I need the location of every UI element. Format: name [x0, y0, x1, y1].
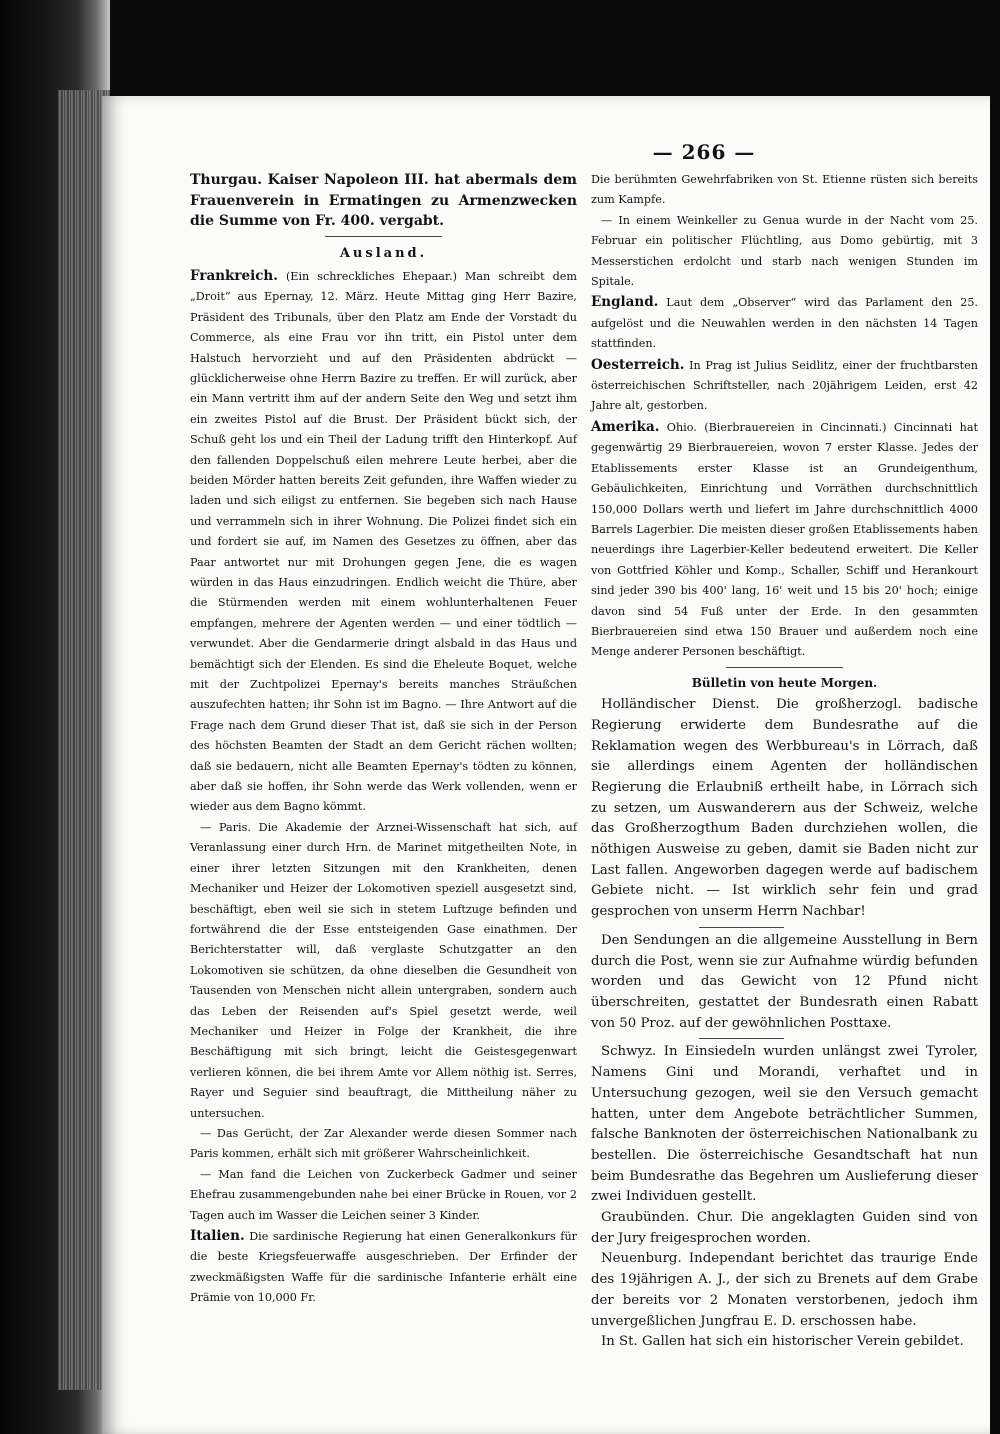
article-st-gallen: In St. Gallen hat sich ein historischer Verein gebildet. — [601, 1334, 964, 1350]
heading-oesterreich: Oesterreich. — [591, 356, 685, 373]
text-italien: Die sardinische Regierung hat einen Generalkonkurs für die beste Kriegsfeuerwaffe ausgeschrieben. Der Erfinder der zweckmäßigsten Waffe für die sardinische Infanterie erhält eine Prämie von 10,000 Fr. — [190, 1230, 578, 1305]
article-hollaendischer-dienst: Holländischer Dienst. Die großherzogl. badische Regierung erwiderte dem Bundesrathe auf die Reklamation wegen des Werbbureau's in Lörrach, daß sie allerdings einem Agenten der holländischen Regierung die Erlaubniß ertheilt habe, in Lörrach sich zu setzen, um Auswanderern aus der Schweiz, welche das Großherzogthum Baden durchziehen wollen, die nöthigen Ausweise zu geben, damit sie Baden nicht zur Last fallen. Angeworben dagegen werde auf badischem Gebiete nicht. — Ist wirklich sehr fein und grad gesprochen von unserm Herrn Nachbar! — [591, 697, 978, 920]
right-column — [591, 170, 978, 1353]
article-genua: — In einem Weinkeller zu Genua wurde in der Nacht vom 25. Februar ein politischer Flüchtling, aus Domo gebürtig, mit 3 Messerstichen erdolcht und starb nach wenigen Stunden im Spitale. — [591, 213, 978, 289]
article-graubuenden: Graubünden. Chur. Die angeklagten Guiden sind von der Jury freigesprochen worden. — [591, 1210, 978, 1246]
thurgau-lead: Thurgau. Kaiser Napoleon III. hat abermals dem Frauenverein in Ermatingen zu Armenzwecken die Summe von Fr. 400. vergabt. — [190, 172, 577, 229]
newspaper-page — [102, 96, 990, 1434]
text-amerika: Ohio. (Bierbrauereien in Cincinnati.) Cincinnati hat gegenwärtig 29 Bierbrauereien, wovon 7 erster Klasse. Jedes der Etablissements erster Klasse ist an Grundeigenthum, Gebäulichkeiten, Einrichtung und Vorräthen durchschnittlich 150,000 Dollars werth und liefert im Jahre durchschnittlich 4000 Barrels Lagerbier. Die meisten dieser großen Etablissements haben neuerdings ihre Lagerbier-Keller bedeutend erweitert. Die Keller von Gottfried Köhler und Komp., Schaller, Schiff und Herankourt sind jeder 390 bis 400' lang, 16' weit und 15 bis 20' hoch; einige davon sind 54 Fuß unter der Erde. In den gesammten Bierbrauereien sind etwa 150 Brauer und außerdem noch eine Menge anderer Personen beschäftigt. — [591, 420, 978, 659]
text-oesterreich: In Prag ist Julius Seidlitz, einer der fruchtbarsten österreichischen Schriftsteller, nach 20jährigem Leiden, erst 42 Jahre alt, gestorben. — [591, 358, 978, 413]
heading-amerika: Amerika. — [591, 418, 660, 435]
article-england — [591, 292, 978, 354]
article-paris-akademie: — Paris. Die Akademie der Arznei-Wissenschaft hat sich, auf Veranlassung einer durch Hrn. de Marinet mitgetheilten Note, in einer ihrer letzten Sitzungen mit den Krankheiten, denen Mechaniker und Heizer der Lokomotiven speziell ausgesetzt sind, beschäftigt, eben weil sie sich in stetem Luftzuge befinden und fortwährend die der Esse entsteigenden Gase einathmen. Der Berichterstatter will, daß verglaste Schutzgatter an den Lokomotiven sie schützen, da ohne dieselben die Gesundheit von Tausenden von Menschen nicht allein untergraben, sondern auch das Leben der Reisenden auf's Spiel gesetzt werde, weil Mechaniker und Heizer in Folge der Krankheit, die ihre Beschäftigung mit sich bringt, leicht die Geistesgegenwart verlieren können, die bei ihrem Amte vor Allem nöthig ist. Serres, Rayer und Seguier sind beauftragt, die Mittheilung näher zu untersuchen. — [190, 820, 577, 1120]
article-frankreich — [190, 266, 577, 818]
divider — [591, 1034, 978, 1042]
heading-italien: Italien. — [190, 1228, 245, 1244]
article-ausstellung: Den Sendungen an die allgemeine Ausstellung in Bern durch die Post, wenn sie zur Aufnahme würdig befunden worden und das Gewicht von 12 Pfund nicht überschreiten, gestattet der Bundesrath einen Rabatt von 50 Proz. auf der gewöhnlichen Posttaxe. — [591, 932, 978, 1031]
article-oesterreich — [591, 355, 978, 417]
divider — [591, 923, 978, 931]
article-neuenburg: Neuenburg. Independant berichtet das traurige Ende des 19jährigen A. J., der sich zu Brenets auf dem Grabe der bereits vor 2 Monaten verstorbenen, jedoch ihm unvergeßlichen Jungfrau E. D. erschossen habe. — [591, 1251, 978, 1329]
page-number: — 266 — — [652, 140, 756, 164]
left-column — [190, 170, 577, 1353]
article-paris-rouen: — Man fand die Leichen von Zuckerbeck Gadmer und seiner Ehefrau zusammengebunden nahe bei einer Brücke in Rouen, vor 2 Tagen auch im Wasser die Leichen seiner 3 Kinder. — [190, 1167, 577, 1222]
divider — [591, 663, 978, 671]
section-title-ausland: Ausland. — [339, 245, 428, 261]
text-frankreich: (Ein schreckliches Ehepaar.) Man schreibt dem „Droit“ aus Epernay, 12. März. Heute Mittag ging Herr Bazire, Präsident des Tribunals, über den Platz am Ende der Vorstadt du Commerce, als eine Frau vor ihn tritt, ein Pistol unter dem Halstuch hervorzieht und auf den Präsidenten abdrückt — glücklicherweise ohne Herrn Bazire zu treffen. Er will zurück, aber ein Mann vertritt ihm auf der andern Seite den Weg und setzt ihm ein zweites Pistol auf die Brust. Der Präsident bückt sich, der Schuß geht los und ein Theil der Ladung trifft den Hinterkopf. Auf den fallenden Doppelschuß eilen mehrere Leute herbei, aber die beiden Mörder hatten bereits Zeit gefunden, ihre Waffen wieder zu laden und sich eiligst zu entfernen. Sie begeben sich nach Hause und verrammeln sich in ihrer Wohnung. Die Polizei findet sich ein und fordert sie auf, im Namen des Gesetzes zu öffnen, aber das Paar antwortet nur mit Drohungen gegen Jene, die es wagen würden in das Haus einzudringen. Endlich weicht die Thüre, aber die Stürmenden werden mit einem wohlunterhaltenen Feuer empfangen, mehrere der Agenten werden — und einer tödtlich — verwundet. Aber die Gendarmerie dringt alsbald in das Haus und bemächtigt sich der Elenden. Es sind die Eheleute Boquet, welche mit der Zuchtpolizei Epernay's bereits manches Sträußchen auszufechten hatten; ihr Sohn ist im Bagno. — Ihre Antwort auf die Frage nach dem Grund dieser That ist, daß sie sich in der Person des höchsten Beamten der Stadt an dem Gericht rächen wollten; daß sie bedauern, nicht alle Beamten Epernay's tödten zu können, aber daß sie hoffen, ihr Sohn werde das Werk vollenden, wenn er wieder aus dem Bagno kömmt. — [190, 269, 578, 814]
article-amerika — [591, 417, 978, 663]
article-italien — [190, 1226, 577, 1309]
text-england: Laut dem „Observer“ wird das Parlament den 25. aufgelöst und die Neuwahlen werden in den nächsten 14 Tagen stattfinden. — [591, 296, 978, 351]
article-schwyz: Schwyz. In Einsiedeln wurden unlängst zwei Tyroler, Namens Gini und Morandi, verhaftet und in Untersuchung gezogen, weil sie den Versuch gemacht hatten, unter dem Angebote beträchtlicher Summen, falsche Banknoten der österreichischen Nationalbank zu bestellen. Die österreichische Gesandtschaft hat nun beim Bundesrathe das Begehren um Auslieferung dieser zwei Individuen gestellt. — [591, 1044, 978, 1205]
columns — [190, 170, 978, 1353]
divider — [190, 232, 577, 240]
bulletin-title: Bülletin von heute Morgen. — [691, 675, 878, 690]
article-italien-cont: Die berühmten Gewehrfabriken von St. Etienne rüsten sich bereits zum Kampfe. — [591, 173, 978, 207]
page-content — [190, 140, 978, 1353]
heading-frankreich: Frankreich. — [190, 267, 278, 284]
article-paris-zar: — Das Gerücht, der Zar Alexander werde diesen Sommer nach Paris kommen, erhält sich mit größerer Wahrscheinlichkeit. — [190, 1126, 577, 1161]
heading-england: England. — [591, 294, 659, 311]
